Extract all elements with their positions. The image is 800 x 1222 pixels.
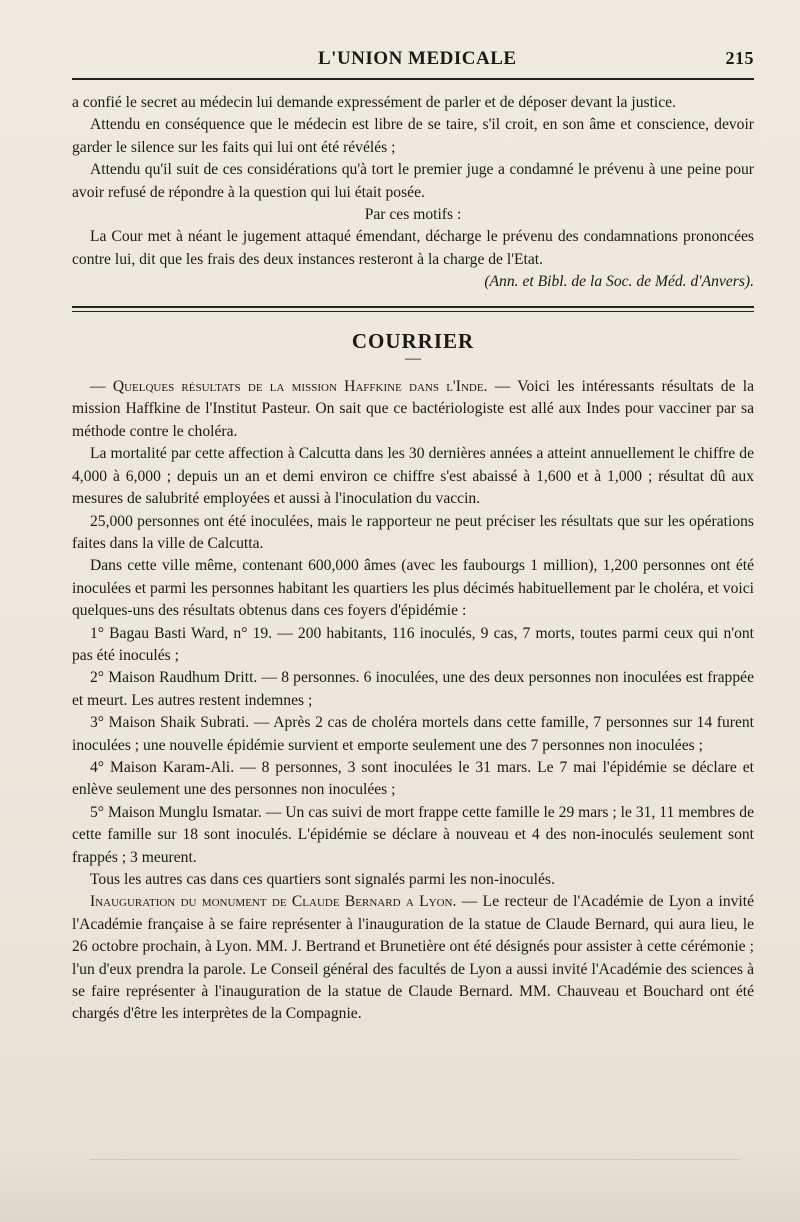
list-item: 4° Maison Karam-Ali. — 8 personnes, 3 sont inoculées le 31 mars. Le 7 mai l'épidémie se déclare et enlève seulement une des personnes non inoculées ; xyxy=(72,758,754,799)
paragraph: La mortalité par cette affection à Calcutta dans les 30 dernières années a atteint annuellement le chiffre de 4,000 à 6,000 ; depuis un an et demi environ ce chiffre s'est abaissé à 1,600 et à 1,000 ; résultat dû aux mesures de salubrité employées et aussi à l'inoculation du vaccin. xyxy=(72,445,754,508)
section-dash: — xyxy=(405,350,421,368)
news-item-claude-bernard xyxy=(72,891,754,1025)
paragraph: a confié le secret au médecin lui demande expressément de parler et de déposer devant la justice. xyxy=(72,94,676,111)
lead-dash: — xyxy=(90,378,106,396)
paragraph-motifs: Par ces motifs : xyxy=(364,206,462,224)
journal-title: L'UNION MEDICALE xyxy=(318,48,517,69)
paragraph: La Cour met à néant le jugement attaqué émendant, décharge le prévenu des condamnations prononcées contre lui, dit que les frais des deux instances resteront à la charge de l'Etat. xyxy=(72,228,754,268)
running-header xyxy=(72,40,754,74)
list-item: 3° Maison Shaik Subrati. — Après 2 cas de choléra mortels dans cette famille, 7 personnes sur 14 furent inoculées ; une nouvelle épidémie survient et emporte seulement une des 7 personnes non inoculées ; xyxy=(72,714,754,754)
paragraph: Tous les autres cas dans ces quartiers sont signalés parmi les non-inoculés. xyxy=(90,871,555,888)
header-rule xyxy=(72,78,754,80)
list-item: 2° Maison Raudhum Dritt. — 8 personnes. 6 inoculées, une des deux personnes non inoculées est frappée et meurt. Les autres restent indemnes ; xyxy=(72,669,754,709)
list-item: 5° Maison Munglu Ismatar. — Un cas suivi de mort frappe cette famille le 29 mars ; le 31, 11 membres de cette famille sur 18 sont inoculés. L'épidémie se déclare à nouveau et 4 des non-inoculés seulement sont frappés ; 3 meurent. xyxy=(72,803,754,866)
news-intro: — Voici les intéressants résultats de la mission Haffkine de l'Institut Pasteur. On sait que ce bactériologiste est allé aux Indes pour vacciner par sa méthode contre le choléra. xyxy=(72,378,754,440)
paragraph: 25,000 personnes ont été inoculées, mais le rapporteur ne peut préciser les résultats que sur les opérations faites dans la ville de Calcutta. xyxy=(72,512,754,552)
news-item-haffkine xyxy=(72,376,754,443)
section-title: COURRIER xyxy=(351,328,475,353)
paragraph: Dans cette ville même, contenant 600,000 âmes (avec les faubourgs 1 million), 1,200 personnes ont été inoculées et parmi les personnes habitant les quartiers les plus décimés habituellement par le choléra, et voici quelques-uns des résultats obtenus dans ces foyers d'épidémie : xyxy=(72,557,754,620)
section-divider xyxy=(72,306,754,312)
list-item: 1° Bagau Basti Ward, n° 19. — 200 habitants, 116 inoculés, 9 cas, 7 morts, toutes parmi ceux qui n'ont pas été inoculés ; xyxy=(72,624,754,664)
citation: (Ann. et Bibl. de la Soc. de Méd. d'Anvers). xyxy=(484,273,754,291)
page-shadow xyxy=(0,1152,800,1222)
news-heading: Inauguration du monument de Claude Bernard a Lyon. xyxy=(90,893,457,911)
paragraph: Attendu qu'il suit de ces considérations qu'à tort le premier juge a condamné le prévenu à une peine pour avoir refusé de répondre à la question qui lui était posée. xyxy=(72,161,754,201)
page-number: 215 xyxy=(725,48,754,68)
article-body xyxy=(72,92,754,1026)
paragraph: Attendu en conséquence que le médecin est libre de se taire, s'il croit, en son âme et conscience, devoir garder le silence sur les faits qui lui ont été révélés ; xyxy=(72,116,754,156)
news-text: — Le recteur de l'Académie de Lyon a invité l'Académie française à se faire représenter à l'inauguration de la statue de Claude Bernard, qui aura lieu, le 26 octobre prochain, à Lyon. MM. J. Bertrand et Brunetière ont été désignés pour assister à cette cérémonie ; l'un d'eux prendra la parole. Le Conseil général des facultés de Lyon a aussi invité l'Académie des sciences à se faire représenter à l'inauguration de la statue de Claude Bernard. MM. Chauveau et Bouchard ont été chargés d'être les interprètes de la Compagnie. xyxy=(72,893,755,1023)
news-heading: Quelques résultats de la mission Haffkine dans l'Inde. xyxy=(112,378,488,396)
